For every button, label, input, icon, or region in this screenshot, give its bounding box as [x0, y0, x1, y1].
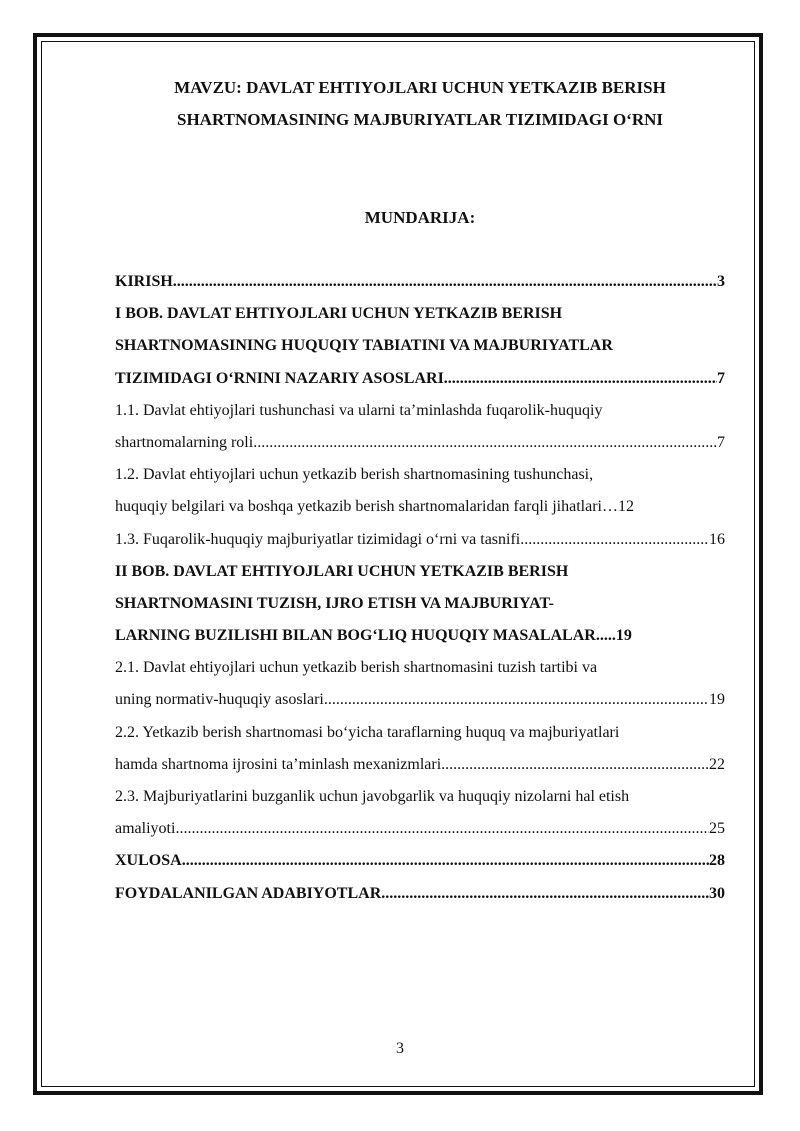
toc-entry-text: 2.3. Majburiyatlarini buzganlik uchun javobgarlik va huquqiy nizolarni hal etish	[115, 788, 630, 805]
toc-entry-text: XULOSA	[115, 852, 182, 870]
toc-entry	[115, 298, 725, 330]
document-title	[120, 72, 720, 136]
toc-entry-text: 2.2. Yetkazib berish shartnomasi bo‘yicha taraflarning huquq va majburiyatlari	[115, 723, 620, 741]
toc-entry-text: uning normativ-huquqiy asoslari	[115, 691, 324, 709]
toc-entry	[115, 427, 725, 459]
toc-leader-dots	[182, 845, 709, 877]
toc-entry-text: 2.1. Davlat ehtiyojlari uchun yetkazib berish shartnomasini tuzish tartibi va	[115, 659, 598, 677]
toc-entry-text: I BOB. DAVLAT EHTIYOJLARI UCHUN YETKAZIB BERISH	[115, 305, 563, 323]
toc-leader-dots	[444, 363, 717, 395]
toc-entry-text: SHARTNOMASINING HUQUQIY TABIATINI VA MAJBURIYATLAR	[115, 337, 613, 355]
toc-heading: MUNDARIJA:	[364, 208, 476, 227]
toc-leader-dots	[324, 684, 709, 716]
toc-entry-page: 25	[709, 820, 725, 838]
toc-entry-text: 1.1. Davlat ehtiyojlari tushunchasi va ularni ta’minlashda fuqarolik-huquqiy	[115, 401, 603, 419]
toc-entry	[115, 652, 725, 684]
toc-entry-text: amaliyoti	[115, 820, 176, 838]
toc-entry-text: FOYDALANILGAN ADABIYOTLAR	[115, 884, 382, 902]
toc-entry	[115, 491, 725, 523]
toc-entry	[115, 556, 725, 588]
toc-entry	[115, 524, 725, 556]
toc-leader-dots	[175, 813, 709, 845]
toc-leader-dots	[253, 427, 717, 459]
toc-entry-page: 30	[709, 884, 725, 902]
toc-entry-text: KIRISH	[115, 273, 173, 290]
toc-entry-text: huquqiy belgilari va boshqa yetkazib berish shartnomalaridan farqli jihatlari…12	[115, 498, 634, 516]
toc-entry	[115, 588, 725, 620]
toc-entry-page: 28	[709, 852, 725, 870]
toc-entry-text: shartnomalarning roli	[115, 433, 254, 451]
toc-entry-page: 22	[709, 755, 725, 773]
table-of-contents	[115, 266, 725, 910]
toc-leader-dots	[520, 524, 709, 556]
toc-leader-dots	[441, 749, 709, 781]
toc-entry-page: 7	[717, 369, 725, 387]
toc-entry-text: 1.2. Davlat ehtiyojlari uchun yetkazib berish shartnomasining tushunchasi,	[115, 466, 594, 484]
toc-leader-dots	[381, 878, 709, 910]
toc-entry	[115, 363, 725, 395]
toc-entry-text: hamda shartnoma ijrosini ta’minlash mexanizmlari	[115, 755, 442, 773]
toc-entry-page: 7	[717, 433, 725, 451]
toc-entry-page: 19	[709, 691, 725, 709]
toc-entry	[115, 459, 725, 491]
page-number: 3	[396, 1040, 404, 1057]
toc-entry	[115, 684, 725, 716]
title-line-1: MAVZU: DAVLAT EHTIYOJLARI UCHUN YETKAZIB BERISH	[174, 78, 666, 97]
toc-entry	[115, 266, 725, 298]
toc-entry-text: 1.3. Fuqarolik-huquqiy majburiyatlar tizimidagi o‘rni va tasnifi	[115, 530, 521, 548]
toc-entry	[115, 813, 725, 845]
toc-entry-text: II BOB. DAVLAT EHTIYOJLARI UCHUN YETKAZIB BERISH	[115, 562, 569, 580]
toc-entry	[115, 845, 725, 877]
toc-entry-page: 16	[709, 530, 725, 548]
toc-entry-text: LARNING BUZILISHI BILAN BOG‘LIQ HUQUQIY MASALALAR.....19	[115, 627, 632, 645]
title-line-2: SHARTNOMASINING MAJBURIYATLAR TIZIMIDAGI O‘RNI	[176, 110, 663, 129]
toc-entry	[115, 781, 725, 813]
toc-entry-page: 3	[717, 273, 725, 290]
toc-entry	[115, 749, 725, 781]
toc-entry	[115, 620, 725, 652]
toc-entry	[115, 878, 725, 910]
toc-entry	[115, 717, 725, 749]
toc-entry	[115, 395, 725, 427]
toc-entry-text: SHARTNOMASINI TUZISH, IJRO ETISH VA MAJBURIYAT-	[115, 594, 554, 612]
toc-leader-dots	[173, 266, 717, 298]
toc-entry-text: TIZIMIDAGI O‘RNINI NAZARIY ASOSLARI	[115, 369, 444, 387]
toc-entry	[115, 330, 725, 362]
